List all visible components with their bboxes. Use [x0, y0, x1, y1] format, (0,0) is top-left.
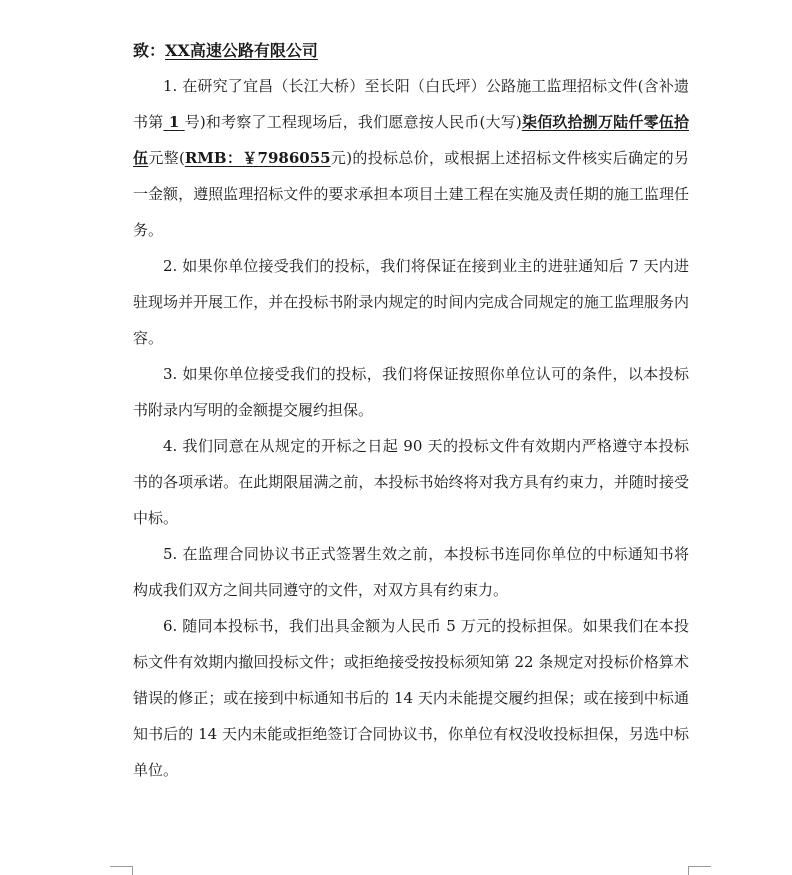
paragraph-5: 5. 在监理合同协议书正式签署生效之前，本投标书连同你单位的中标通知书将构成我们双方之间共同遵守的文件，对双方具有约束力。 — [133, 545, 689, 599]
paragraph-4: 4. 我们同意在从规定的开标之日起 90 天的投标文件有效期内严格遵守本投标书的各项承诺。在此期限届满之前，本投标书始终将对我方具有约束力，并随时接受中标。 — [133, 437, 689, 527]
addressee-line — [133, 36, 689, 66]
paragraph-1-text-a: 1. 在研究了宜昌（长江大桥）至长阳（白氏坪）公路施工监理招标文件(含补遗书第 — [133, 77, 689, 131]
paragraph-3: 3. 如果你单位接受我们的投标，我们将保证按照你单位认可的条件，以本投标书附录内写明的金额提交履约担保。 — [133, 365, 689, 419]
letter-body — [133, 36, 689, 788]
paragraph-1-text-d: 元)的投标总价，或根据上述招标文件核实后确定的另一金额，遵照监理招标文件的要求承担本项目土建工程在实施及责任期的施工监理任务。 — [133, 149, 689, 239]
paragraph-1-text-c: 元整( — [148, 149, 185, 167]
paragraph-1 — [133, 68, 689, 248]
addendum-number: 1 — [168, 113, 180, 131]
paragraph-6: 6. 随同本投标书，我们出具金额为人民币 5 万元的投标担保。如果我们在本投标文件有效期内撤回投标文件；或拒绝接受按投标须知第 22 条规定对投标价格算术错误的修正；或在接到中标通知书后的 14 天内未能提交履约担保；或在接到中标通知书后的 14 天内未能或拒绝签订合同协议书，你单位有权没收投标担保，另选中标单位。 — [133, 617, 689, 779]
paragraph-1-text-b: 号)和考察了工程现场后，我们愿意按人民币(大写) — [184, 113, 522, 131]
bid-amount-words: 柒佰玖拾捌万陆仟零伍拾伍 — [133, 113, 689, 167]
addressee-company: XX高速公路有限公司 — [165, 41, 318, 60]
paragraph-2: 2. 如果你单位接受我们的投标，我们将保证在接到业主的进驻通知后 7 天内进驻现场并开展工作，并在投标书附录内规定的时间内完成合同规定的施工监理服务内容。 — [133, 257, 689, 347]
addressee-prefix: 致： — [133, 41, 166, 60]
bid-amount-figures: RMB：￥7986055 — [184, 149, 331, 167]
